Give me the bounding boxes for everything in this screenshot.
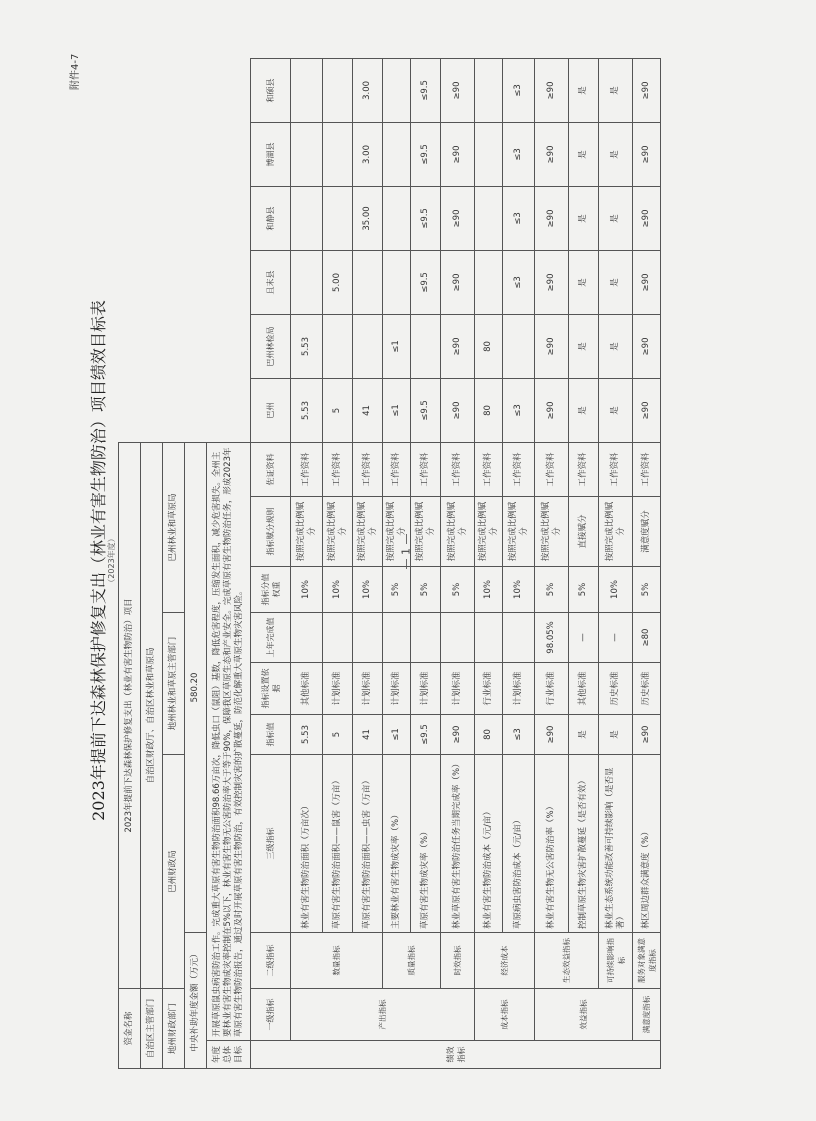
performance-table (118, 58, 661, 1069)
indicator-last-year: — (569, 612, 599, 662)
region-value: ≥90 (535, 122, 569, 186)
region-value: 是 (569, 314, 599, 378)
region-value: 35.00 (353, 186, 383, 250)
indicator-weight: 10% (503, 566, 535, 612)
indicator-basis: 计划标准 (383, 662, 411, 714)
region-value: ≤3 (503, 58, 535, 122)
indicator-name: 草原有害生物成灾率（%） (411, 754, 441, 932)
indicator-name: 林业草原有害生物防治任务当期完成率（%） (441, 754, 475, 932)
table-row (291, 58, 323, 1068)
indicator-weight: 10% (353, 566, 383, 612)
table-row (383, 58, 411, 1068)
group-satisfaction: 满意度指标 (633, 988, 661, 1040)
indicator-method: 按照完成比例赋分 (475, 496, 503, 566)
region-value: 80 (475, 378, 503, 442)
region-value (475, 122, 503, 186)
indicator-last-year: ≥80 (633, 612, 661, 662)
region-dept-label: 自治区主管部门 (141, 988, 163, 1068)
group-cost: 成本指标 (475, 988, 535, 1040)
group-output: 产出指标 (291, 988, 475, 1040)
header-weight: 指标分值权重 (251, 566, 291, 612)
indicator-weight: 10% (599, 566, 633, 612)
region-value: 是 (599, 58, 633, 122)
region-value: ≥90 (441, 122, 475, 186)
indicator-evidence: 工作资料 (323, 442, 353, 496)
group-service-sat: 服务对象满意度指标 (633, 932, 661, 988)
region-value (353, 314, 383, 378)
pref-dept-label: 地州林业和草原主管部门 (163, 612, 185, 754)
table-row (323, 58, 353, 1068)
region-value (291, 186, 323, 250)
group-eco-benefit: 生态效益指标 (535, 932, 599, 988)
annex-label: 附件4-7 (70, 53, 81, 90)
region-value: ≥90 (441, 250, 475, 314)
header-level1: 一级指标 (251, 988, 291, 1040)
region-value (291, 122, 323, 186)
indicator-name: 主要林业有害生物成灾率（%） (383, 754, 411, 932)
header-basis: 指标设置依据 (251, 662, 291, 714)
region-value: ≤9.5 (411, 250, 441, 314)
indicator-basis: 计划标准 (353, 662, 383, 714)
region-value (383, 58, 411, 122)
indicator-value: 是 (599, 714, 633, 754)
region-value: ≤9.5 (411, 58, 441, 122)
funds-value: 580.20 (185, 442, 207, 932)
table-row (441, 58, 475, 1068)
region-value: 5 (323, 378, 353, 442)
group-econ-cost: 经济成本 (475, 932, 535, 988)
region-value (291, 58, 323, 122)
region-value (323, 58, 353, 122)
indicator-evidence: 工作资料 (599, 442, 633, 496)
indicator-name: 林业有害生物防治成本（元/亩） (475, 754, 503, 932)
region-value: ≥90 (535, 378, 569, 442)
region-value: 3.00 (353, 58, 383, 122)
indicator-last-year (383, 612, 411, 662)
region-value: 80 (475, 314, 503, 378)
indicator-basis: 计划标准 (411, 662, 441, 714)
region-value: 是 (599, 122, 633, 186)
region-value: ≥90 (535, 58, 569, 122)
pref-finance-label: 地州财政部门 (163, 988, 185, 1068)
indicator-evidence: 工作资料 (569, 442, 599, 496)
indicator-basis: 计划标准 (503, 662, 535, 714)
indicator-last-year (441, 612, 475, 662)
header-region: 和静县 (251, 186, 291, 250)
indicator-value: 5 (323, 714, 353, 754)
region-value (323, 122, 353, 186)
indicator-name: 控制草原生物灾害扩散蔓延（是否有效） (569, 754, 599, 932)
region-dept: 自治区财政厅、自治区林业和草原局 (141, 442, 163, 988)
region-value: 是 (569, 250, 599, 314)
region-value: ≤3 (503, 186, 535, 250)
region-value: ≤3 (503, 122, 535, 186)
header-value: 指标值 (251, 714, 291, 754)
region-value: ≥90 (441, 186, 475, 250)
indicator-weight: 10% (323, 566, 353, 612)
indicator-evidence: 工作资料 (383, 442, 411, 496)
header-region: 巴州林检局 (251, 314, 291, 378)
region-value: ≥90 (535, 250, 569, 314)
region-value (503, 314, 535, 378)
indicator-value: ≥90 (441, 714, 475, 754)
region-value: ≥90 (535, 314, 569, 378)
region-value: ≤3 (503, 378, 535, 442)
indicator-method: 按照完成比例赋分 (503, 496, 535, 566)
header-method: 指标赋分规则 (251, 496, 291, 566)
indicator-value: 是 (569, 714, 599, 754)
page-title: 2023年提前下达森林保护修复支出（林业有害生物防治）项目绩效目标表 (89, 300, 108, 821)
region-value: ≥90 (633, 250, 661, 314)
indicator-basis: 历史标准 (633, 662, 661, 714)
indicator-last-year: 98.05% (535, 612, 569, 662)
header-region: 博湖县 (251, 122, 291, 186)
indicator-basis: 历史标准 (599, 662, 633, 714)
table-row (353, 58, 383, 1068)
header-level3: 三级指标 (251, 754, 291, 932)
indicator-weight: 5% (441, 566, 475, 612)
indicator-evidence: 工作资料 (411, 442, 441, 496)
region-value: ≤1 (383, 314, 411, 378)
region-value: 是 (599, 378, 633, 442)
indicator-evidence: 工作资料 (503, 442, 535, 496)
indicator-name: 草原有害生物防治面积——鼠害（万亩） (323, 754, 353, 932)
region-value (475, 186, 503, 250)
region-value (475, 250, 503, 314)
indicator-evidence: 工作资料 (353, 442, 383, 496)
indicator-weight: 5% (535, 566, 569, 612)
region-value (353, 250, 383, 314)
region-value: 是 (599, 314, 633, 378)
table-row (503, 58, 535, 1068)
indicator-last-year: — (599, 612, 633, 662)
group-quality: 质量指标 (383, 932, 441, 988)
region-value (383, 122, 411, 186)
indicator-last-year (353, 612, 383, 662)
indicator-value: 41 (353, 714, 383, 754)
indicator-weight: 5% (411, 566, 441, 612)
region-value: 5.00 (323, 250, 353, 314)
fund-name-label: 资金名称 (119, 988, 141, 1068)
perf-label: 绩效指标 (251, 1041, 661, 1069)
indicator-value: ≤3 (503, 714, 535, 754)
region-value: ≤3 (503, 250, 535, 314)
region-value (323, 186, 353, 250)
indicator-value: ≥90 (535, 714, 569, 754)
group-sustain: 可持续影响指标 (599, 932, 633, 988)
funds-label: 中央补助年度金额（万元） (185, 932, 207, 1068)
indicator-last-year (411, 612, 441, 662)
region-value: ≤9.5 (411, 378, 441, 442)
region-value: ≥90 (633, 314, 661, 378)
indicator-weight: 10% (475, 566, 503, 612)
region-value: ≥90 (633, 186, 661, 250)
region-value: 是 (569, 122, 599, 186)
indicator-method: 按照完成比例赋分 (441, 496, 475, 566)
table-row (411, 58, 441, 1068)
indicator-basis: 计划标准 (323, 662, 353, 714)
indicator-value: ≥90 (633, 714, 661, 754)
indicator-method: 直接赋分 (569, 496, 599, 566)
header-region: 巴州 (251, 378, 291, 442)
table-row (569, 58, 599, 1068)
group-timeliness: 时效指标 (441, 932, 475, 988)
indicator-name: 林业生态系统功能改善可持续影响（是否显著） (599, 754, 633, 932)
table-row (535, 58, 569, 1068)
region-value: ≥90 (633, 378, 661, 442)
region-value: ≥90 (441, 58, 475, 122)
indicator-last-year (475, 612, 503, 662)
indicator-method: 按照完成比例赋分 (411, 496, 441, 566)
indicator-value: 80 (475, 714, 503, 754)
indicator-basis: 计划标准 (441, 662, 475, 714)
region-value: ≥90 (441, 314, 475, 378)
region-value: 是 (599, 186, 633, 250)
indicator-method: 按照完成比例赋分 (535, 496, 569, 566)
pref-finance: 巴州财政局 (163, 754, 185, 988)
region-value: ≤1 (383, 378, 411, 442)
region-value: ≥90 (633, 58, 661, 122)
indicator-method: 按照完成比例赋分 (353, 496, 383, 566)
indicator-weight: 5% (383, 566, 411, 612)
region-value: 是 (569, 58, 599, 122)
indicator-last-year (503, 612, 535, 662)
indicator-weight: 5% (633, 566, 661, 612)
indicator-evidence: 工作资料 (291, 442, 323, 496)
group-quantity: 数量指标 (291, 932, 383, 988)
header-level2: 二级指标 (251, 932, 291, 988)
header-region: 且末县 (251, 250, 291, 314)
region-value: 5.53 (291, 378, 323, 442)
indicator-method: 按照完成比例赋分 (291, 496, 323, 566)
indicator-name: 林业有害生物无公害防治率（%） (535, 754, 569, 932)
header-last-year: 上年完成值 (251, 612, 291, 662)
indicator-method: 按照完成比例赋分 (383, 496, 411, 566)
region-value: 是 (599, 250, 633, 314)
goal-text: 开展草原鼠虫病害防治工作。完成重大草原有害生物防治面积98.66万亩次，降低虫口（鼠阻）基数，降低危害程度，压缩发生面积，减少危害损失。全州主要林业有害生物成灾率控制在5%以下，林业有害生物无公害防治率大于等于90%，保障我区草原生态和产业安全。完成草原有害生物防治任务，形成2023年草原有害生物防治报告，通过及时开展草原有害生物防治，有效控制灾害的扩散蔓延，防范化解重大草原生物灾害风险。 (207, 442, 251, 1040)
indicator-basis: 行业标准 (535, 662, 569, 714)
indicator-weight: 10% (291, 566, 323, 612)
indicator-value: 5.53 (291, 714, 323, 754)
indicator-method: 按照完成比例赋分 (599, 496, 633, 566)
group-effect: 效益指标 (535, 988, 633, 1040)
region-value (383, 186, 411, 250)
indicator-name: 草原病虫害防治成本（元/亩） (503, 754, 535, 932)
indicator-basis: 其他标准 (569, 662, 599, 714)
region-value: ≥90 (633, 122, 661, 186)
indicator-evidence: 工作资料 (633, 442, 661, 496)
indicator-evidence: 工作资料 (535, 442, 569, 496)
pref-dept: 巴州林业和草原局 (163, 442, 185, 612)
indicator-basis: 行业标准 (475, 662, 503, 714)
year-note: （2023年度） (107, 534, 116, 587)
table-row (475, 58, 503, 1068)
region-value: 41 (353, 378, 383, 442)
region-value: ≤9.5 (411, 186, 441, 250)
header-evidence: 佐证资料 (251, 442, 291, 496)
region-value: ≤9.5 (411, 122, 441, 186)
region-value (323, 314, 353, 378)
region-value (291, 250, 323, 314)
indicator-name: 草原有害生物防治面积——虫害（万亩） (353, 754, 383, 932)
indicator-basis: 其他标准 (291, 662, 323, 714)
indicator-last-year (291, 612, 323, 662)
region-value (411, 314, 441, 378)
indicator-value: ≤1 (383, 714, 411, 754)
goal-label: 年度总体目标 (207, 1041, 251, 1069)
region-value: ≥90 (535, 186, 569, 250)
region-value: 是 (569, 378, 599, 442)
indicator-weight: 5% (569, 566, 599, 612)
indicator-evidence: 工作资料 (475, 442, 503, 496)
region-value (383, 250, 411, 314)
indicator-name: 林业有害生物防治面积（万亩次） (291, 754, 323, 932)
table-row (599, 58, 633, 1068)
region-value: 是 (569, 186, 599, 250)
region-value: 3.00 (353, 122, 383, 186)
region-value (475, 58, 503, 122)
indicator-method: 按照完成比例赋分 (323, 496, 353, 566)
fund-name: 2023年提前下达森林保护修复支出（林业有害生物防治）项目 (119, 442, 141, 988)
page-number: — 1 — (399, 533, 413, 570)
table-row (633, 58, 661, 1068)
indicator-last-year (323, 612, 353, 662)
indicator-evidence: 工作资料 (441, 442, 475, 496)
indicator-value: ≤9.5 (411, 714, 441, 754)
indicator-name: 林区周边群众满意度（%） (633, 754, 661, 932)
indicator-method: 满意度赋分 (633, 496, 661, 566)
header-region: 和硕县 (251, 58, 291, 122)
region-value: 5.53 (291, 314, 323, 378)
region-value: ≥90 (441, 378, 475, 442)
